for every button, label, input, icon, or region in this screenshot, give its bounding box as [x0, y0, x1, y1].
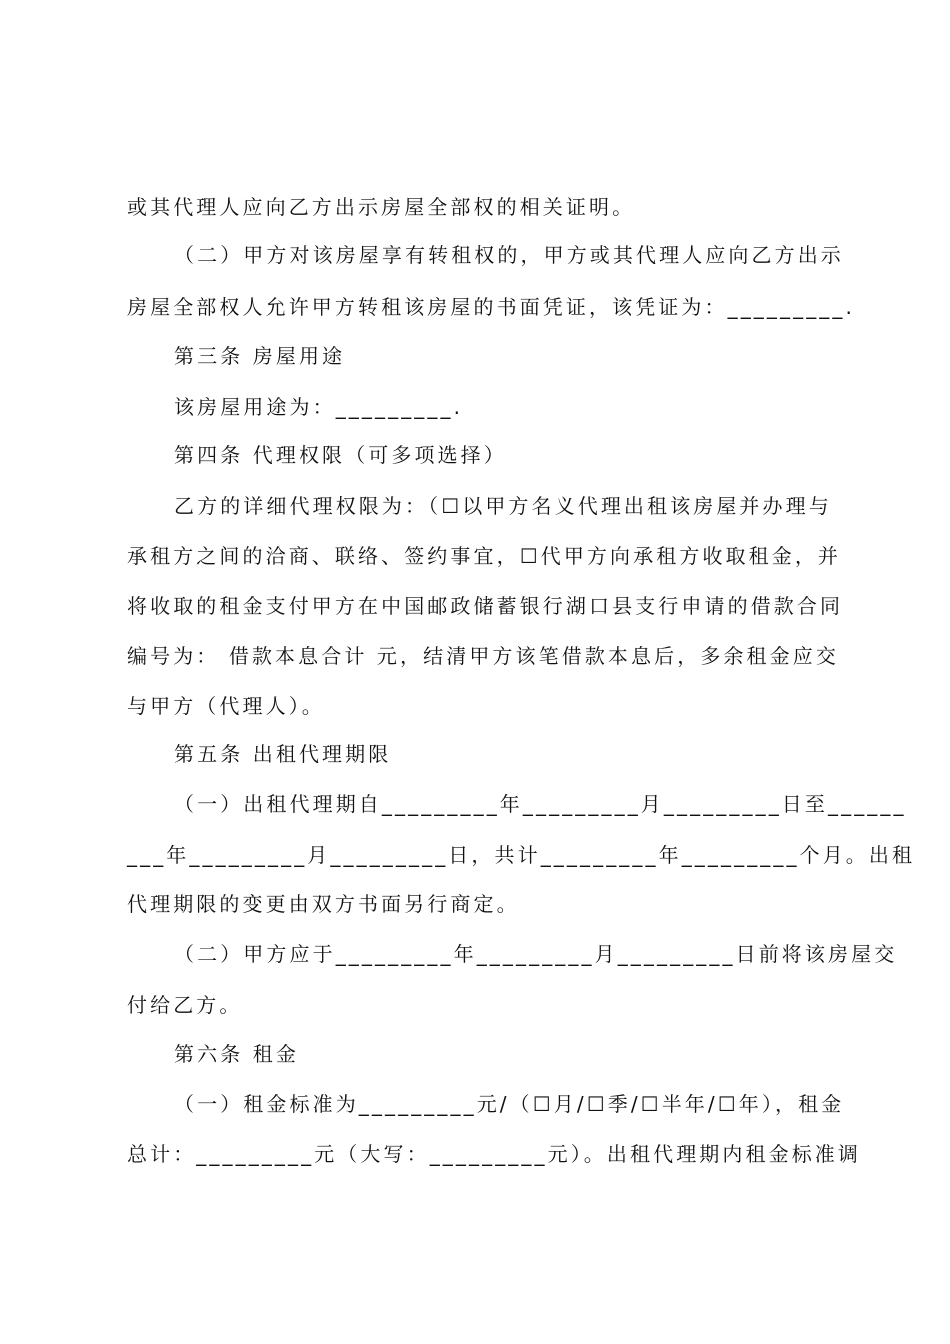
paragraph-line: 编号为： 借款本息合计 元，结清甲方该笔借款本息后，多余租金应交 — [127, 644, 839, 668]
paragraph-line: 与甲方（代理人）。 — [127, 694, 325, 718]
paragraph-line: 或其代理人应向乙方出示房屋全部权的相关证明。 — [127, 195, 636, 219]
paragraph-line: 该房屋用途为：_________. — [174, 395, 464, 419]
paragraph-line: 代理期限的变更由双方书面另行商定。 — [127, 892, 520, 916]
paragraph-line: 承租方之间的洽商、联络、签约事宜，☐代甲方向承租方收取租金，并 — [127, 544, 842, 568]
paragraph-line: 将收取的租金支付甲方在中国邮政储蓄银行湖口县支行申请的借款合同 — [127, 594, 844, 618]
paragraph-line: （二）甲方应于_________年_________月_________日前将该房屋交 — [174, 942, 898, 966]
paragraph-line: （一）出租代理期自_________年_________月_________日至______ — [174, 792, 907, 816]
section-heading: 第五条 出租代理期限 — [174, 742, 392, 766]
paragraph-line: 房屋全部权人允许甲方转租该房屋的书面凭证，该凭证为：_________. — [127, 295, 855, 319]
paragraph-line: ___年_________月_________日，共计_________年_________个月。出租 — [127, 843, 916, 867]
paragraph-line: （一）租金标准为_________元/（☐月/☐季/☐半年/☐年），租金 — [174, 1092, 845, 1116]
paragraph-line: 总计：_________元（大写：_________元）。出租代理期内租金标准调 — [127, 1142, 861, 1166]
paragraph-line: 乙方的详细代理权限为：（☐以甲方名义代理出租该房屋并办理与 — [174, 494, 832, 518]
paragraph-line: 付给乙方。 — [127, 993, 243, 1017]
section-heading: 第六条 租金 — [174, 1042, 299, 1066]
paragraph-line: （二）甲方对该房屋享有转租权的，甲方或其代理人应向乙方出示 — [174, 243, 844, 267]
section-heading: 第三条 房屋用途 — [174, 344, 346, 368]
section-heading: 第四条 代理权限（可多项选择） — [174, 443, 507, 467]
